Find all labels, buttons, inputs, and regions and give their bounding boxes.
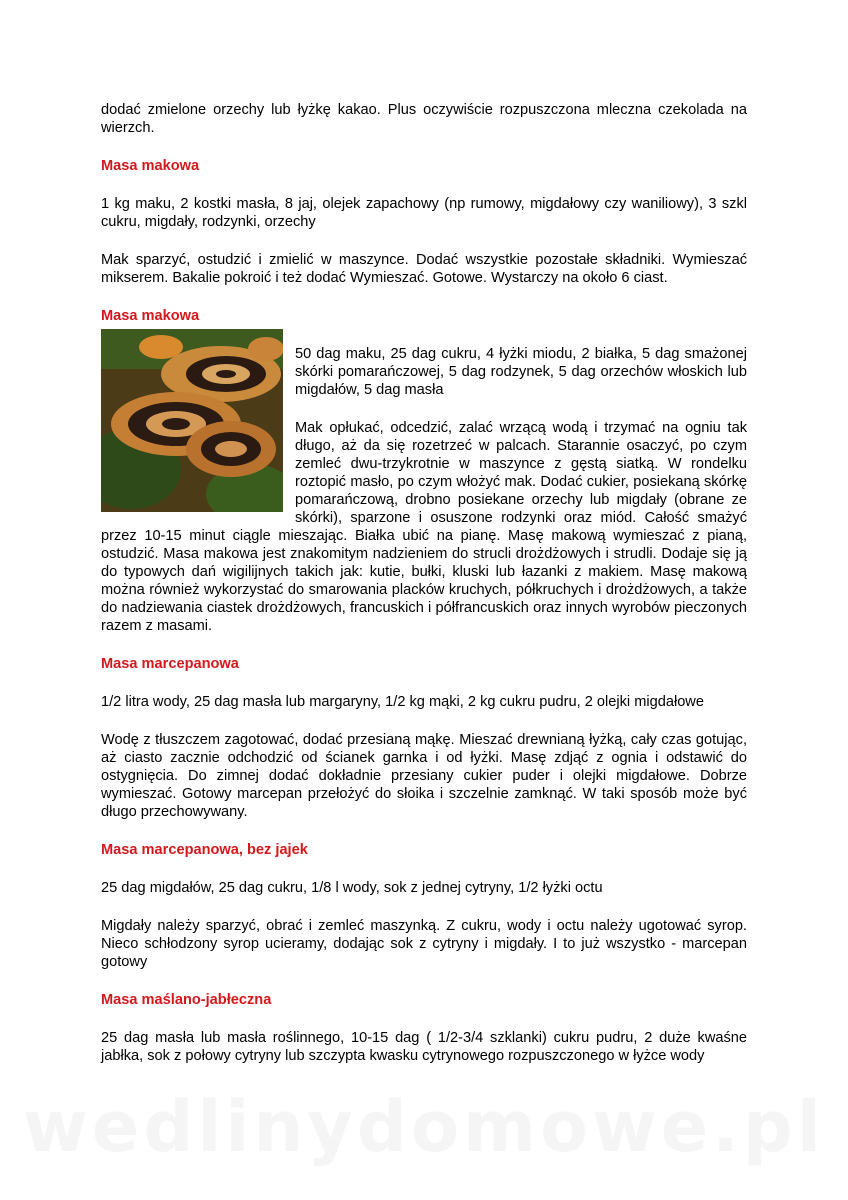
instructions-paragraph: Migdały należy sparzyć, obrać i zemleć maszynką. Z cukru, wody i octu należy ugotować syrop. Nieco schłodzony syrop ucieramy, dodając sok z cytryny i migdały. I to już wszystko - marcepan gotowy bbox=[101, 918, 747, 970]
document-page bbox=[101, 101, 747, 1085]
ingredients-paragraph: 25 dag migdałów, 25 dag cukru, 1/8 l wody, sok z jednej cytryny, 1/2 łyżki octu bbox=[101, 880, 603, 896]
section-title: Masa marcepanowa, bez jajek bbox=[101, 842, 308, 858]
section-masa-makowa-2 bbox=[101, 307, 747, 655]
ingredients-paragraph: 25 dag masła lub masła roślinnego, 10-15 dag ( 1/2-3/4 szklanki) cukru pudru, 2 duże kwaśne jabłka, sok z połowy cytryny lub szczypta kwasku cytrynowego rozpuszczonego w łyżce wody bbox=[101, 1030, 747, 1064]
instructions-paragraph: Mak sparzyć, ostudzić i zmielić w maszynce. Dodać wszystkie pozostałe składniki. Wymieszać mikserem. Bakalie pokroić i też dodać Wymieszać. Gotowe. Wystarczy na około 6 ciast. bbox=[101, 252, 747, 286]
instructions-paragraph: Mak opłukać, odcedzić, zalać wrzącą wodą i trzymać na ogniu tak długo, aż da się rozetrzeć w palcach. Starannie osaczyć, po czym zemleć dwu-trzykrotnie w maszynce z gęstą siatką. W rondelku roztopić masło, po czym włożyć mak. Dodać cukier, posiekaną skórkę pomarańczową, drobno posiekane orzechy lub migdały (obrane ze skórki), sparzone i osuszone rodzynki oraz miód. Całość smażyć przez 10-15 minut ciągle mieszając. Białka ubić na pianę. Masę makową wymieszać z pianą, ostudzić. Masa makowa jest znakomitym nadzieniem do strucli drożdżowych i strudli. Dodaje się ją do typowych dań wigilijnych takich jak: kutie, bułki, kluski lub łazanki z makiem. Masę makową można również wykorzystać do smarowania placków kruchych, półkruchych i drożdżowych, a także do nadziewania ciastek drożdżowych, francuskich i półfrancuskich oraz innych wyrobów pieczonych razem z masami. bbox=[101, 420, 747, 634]
section-masa-marcepanowa bbox=[101, 655, 747, 821]
site-watermark: wedlinydomowe.pl bbox=[23, 1086, 825, 1168]
section-title: Masa maślano-jabłeczna bbox=[101, 992, 272, 1008]
section-masa-marcepanowa-bez-jajek bbox=[101, 841, 747, 971]
intro-paragraph: dodać zmielone orzechy lub łyżkę kakao. Plus oczywiście rozpuszczona mleczna czekolada na wierzch. bbox=[101, 102, 747, 136]
section-title: Masa makowa bbox=[101, 158, 200, 174]
ingredients-paragraph: 1/2 litra wody, 25 dag masła lub margaryny, 1/2 kg mąki, 2 kg cukru pudru, 2 olejki migdałowe bbox=[101, 694, 704, 710]
poppy-seed-pastry-photo bbox=[101, 329, 283, 512]
section-masa-makowa-1 bbox=[101, 157, 747, 287]
section-title: Masa makowa bbox=[101, 308, 200, 324]
instructions-paragraph: Wodę z tłuszczem zagotować, dodać przesianą mąkę. Mieszać drewnianą łyżką, cały czas gotując, aż ciasto zacznie odchodzić od ścianek garnka i od łyżki. Masę zdjąć z ognia i odstawić do ostygnięcia. Do zimnej dodać dokładnie przesiany cukier puder i olejki migdałowe. Dobrze wymieszać. Gotowy marcepan przełożyć do słoika i szczelnie zamknąć. W taki sposób może być długo przechowywany. bbox=[101, 732, 747, 820]
ingredients-paragraph: 1 kg maku, 2 kostki masła, 8 jaj, olejek zapachowy (np rumowy, migdałowy czy waniliowy), 3 szkl cukru, migdały, rodzynki, orzechy bbox=[101, 196, 747, 230]
ingredients-paragraph: 50 dag maku, 25 dag cukru, 4 łyżki miodu, 2 białka, 5 dag smażonej skórki pomarańczowej, 5 dag rodzynek, 5 dag orzechów włoskich lub migdałów, 5 dag masła bbox=[295, 346, 747, 398]
section-title: Masa marcepanowa bbox=[101, 656, 239, 672]
section-masa-maslano-jableczna bbox=[101, 991, 747, 1065]
